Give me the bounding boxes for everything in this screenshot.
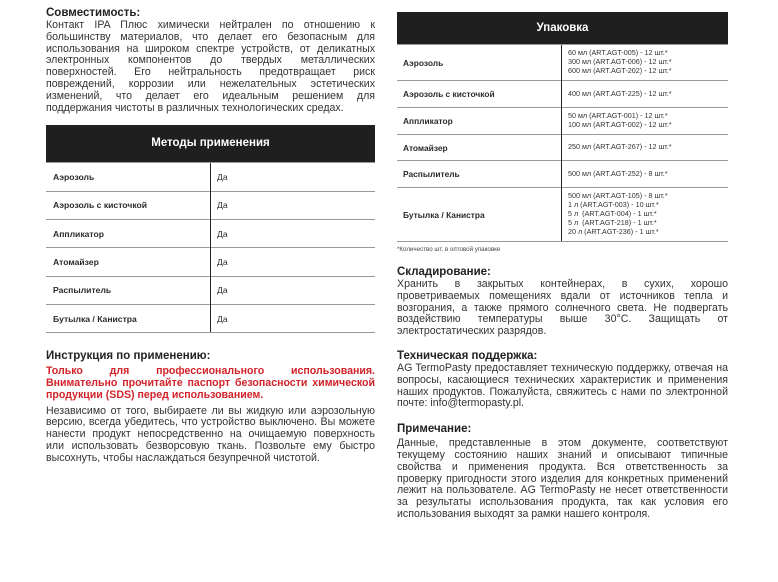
package-label: Распылитель (397, 161, 562, 188)
support-heading: Техническая поддержка: (397, 349, 538, 362)
method-value: Да (211, 191, 376, 219)
method-value: Да (211, 163, 376, 191)
method-label: Бутылка / Канистра (46, 304, 211, 332)
storage-text: Хранить в закрытых контейнерах, в сухих, хорошо проветриваемых помещениях вдали от источников тепла и возгорания, а также прямого солнечного света. Не подвергать воздействию температуры выше 30°C. Защищать от электростатических разрядов. (397, 278, 728, 338)
package-line: 500 мл (ART.AGT-252) - 8 шт.* (568, 168, 668, 178)
instructions-warning: Только для профессионального использования. Внимательно прочитайте паспорт безопасности химической продукции (SDS) перед использованием. (46, 365, 375, 401)
table-row (397, 135, 728, 161)
compat-text: Контакт IPA Плюс химически нейтрален по отношению к большинству материалов, что делает его безопасным для использования на широком спектре устройств, от деликатных электронных компонентов до твердых металлических поверхностей. Его нейтральность предотвращает риск повреждений, коррозии или нежелательных эстетических изменений, что делает его идеальным решением для поддержания чистоты в различных технологических средах. (46, 19, 375, 114)
table-row (397, 45, 728, 81)
package-options (562, 161, 729, 188)
method-value: Да (211, 276, 376, 304)
method-label: Аэрозоль с кисточкой (46, 191, 211, 219)
package-options (562, 188, 729, 242)
right-column (397, 12, 728, 521)
packaging-table-title: Упаковка (397, 12, 728, 44)
package-line: 5 л (ART.AGT-004) - 1 шт.* (568, 209, 657, 219)
method-value: Да (211, 219, 376, 247)
table-row (397, 81, 728, 108)
table-row (397, 188, 728, 242)
package-line: 50 мл (ART.AGT-001) - 12 шт.* (568, 111, 668, 121)
method-label: Аэрозоль (46, 163, 211, 191)
note-heading: Примечание: (397, 423, 472, 436)
method-label: Распылитель (46, 276, 211, 304)
package-line: 5 л (ART.AGT-218) - 1 шт.* (568, 217, 657, 227)
package-label: Аэрозоль с кисточкой (397, 81, 562, 108)
package-label: Бутылка / Канистра (397, 188, 562, 242)
packaging-table (397, 44, 728, 242)
methods-table (46, 162, 375, 333)
package-label: Атомайзер (397, 135, 562, 161)
table-row (46, 248, 375, 276)
table-row (46, 219, 375, 247)
table-row (397, 161, 728, 188)
method-label: Атомайзер (46, 248, 211, 276)
storage-heading: Складирование: (397, 266, 491, 278)
methods-table-title: Методы применения (46, 125, 375, 162)
table-row (397, 108, 728, 135)
package-line: 250 мл (ART.AGT-267) - 12 шт.* (568, 142, 672, 152)
package-options (562, 81, 729, 108)
left-column (46, 6, 375, 465)
instructions-heading: Инструкция по применению: (46, 350, 211, 363)
method-label: Аппликатор (46, 219, 211, 247)
method-value: Да (211, 304, 376, 332)
package-line: 500 мл (ART.AGT-105) - 8 шт.* (568, 191, 668, 201)
table-row (46, 163, 375, 191)
method-value: Да (211, 248, 376, 276)
package-line: 1 л (ART.AGT-003) - 10 шт.* (568, 200, 659, 210)
packaging-footnote: *Количество шт. в оптовой упаковке (397, 246, 501, 253)
package-line: 20 л (ART.AGT-236) - 1 шт.* (568, 226, 659, 236)
package-options (562, 108, 729, 135)
table-row (46, 304, 375, 332)
table-row (46, 276, 375, 304)
package-line: 300 мл (ART.AGT-006) - 12 шт.* (568, 57, 672, 67)
package-line: 100 мл (ART.AGT-002) - 12 шт.* (568, 120, 672, 129)
package-options (562, 135, 729, 161)
package-label: Аэрозоль (397, 45, 562, 81)
package-options (562, 45, 729, 81)
package-line: 400 мл (ART.AGT-225) - 12 шт.* (568, 88, 672, 98)
package-label: Аппликатор (397, 108, 562, 135)
package-line: 60 мл (ART.AGT-005) - 12 шт.* (568, 48, 668, 58)
note-text: Данные, представленные в этом документе, соответствуют текущему состоянию наших знаний и описывают типичные свойства и применения продукта. Вся ответственность за проверку пригодности этого изделия для конкретных применений лежит на пользователе. AG TermoPasty не несет ответственности за результаты использования продукта, так как условия его использования выходят за рамки нашего контроля. (397, 437, 728, 520)
instructions-text: Независимо от того, выбираете ли вы жидкую или аэрозольную версию, всегда убедитесь, что устройство выключено. Вы можете нанести продукт непосредственно на очищаемую поверхность или использовать безворсовую ткань. Позвольте ему быстро высохнуть, чтобы наслаждаться безупречной чистотой. (46, 404, 375, 464)
compat-heading: Совместимость: (46, 7, 141, 19)
support-text: AG TermoPasty предоставляет техническую поддержку, отвечая на вопросы, касающиеся технических характеристик и применения наших продуктов. Пожалуйста, свяжитесь с нами по электронной почте: info@termopasty.pl. (397, 361, 728, 410)
table-row (46, 191, 375, 219)
package-line: 600 мл (ART.AGT-202) - 12 шт.* (568, 65, 672, 75)
